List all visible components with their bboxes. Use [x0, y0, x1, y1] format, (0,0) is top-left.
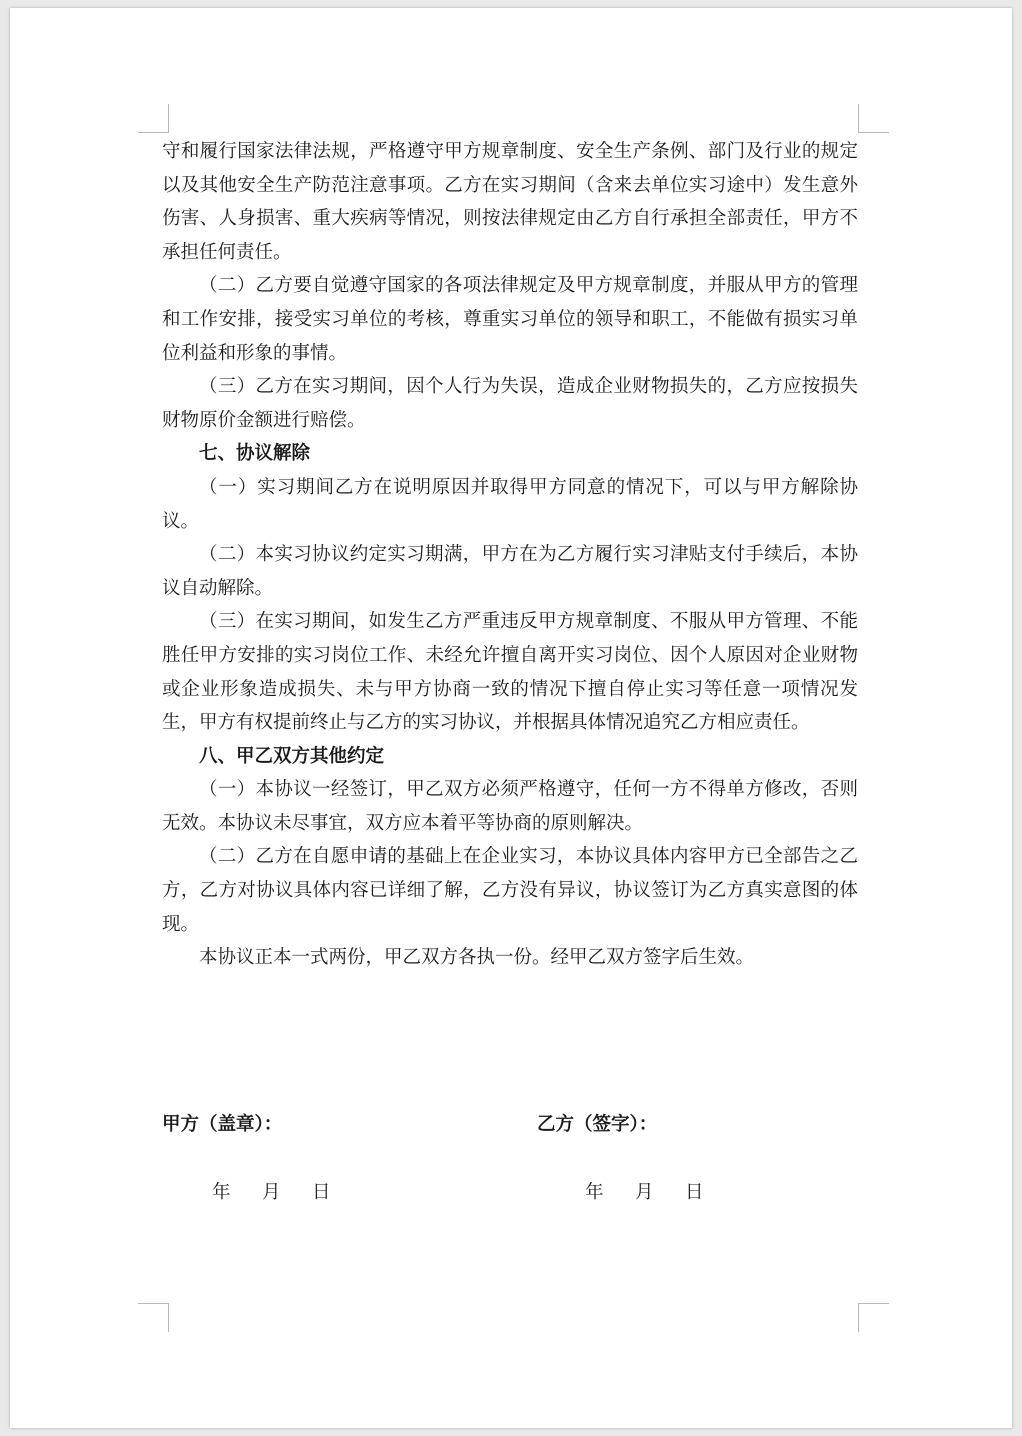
date-month-label: 月: [635, 1182, 654, 1203]
party-b-signature-label: 乙方（签字）：: [537, 1114, 658, 1135]
margin-corner-mark: [138, 1303, 169, 1332]
date-year-label: 年: [212, 1182, 231, 1203]
margin-corner-mark: [138, 104, 169, 133]
paragraph: （三）在实习期间，如发生乙方严重违反甲方规章制度、不服从甲方管理、不能胜任甲方安排的实习岗位工作、未经允许擅自离开实习岗位、因个人原因对企业财物或企业形象造成损失、未与甲方协商一致的情况下擅自停止实习等任意一项情况发生，甲方有权提前终止与乙方的实习协议，并根据具体情况追究乙方相应责任。: [162, 611, 858, 734]
paragraph: （二）乙方要自觉遵守国家的各项法律规定及甲方规章制度，并服从甲方的管理和工作安排，接受实习单位的考核，尊重实习单位的领导和职工，不能做有损实习单位利益和形象的事情。: [162, 275, 858, 364]
margin-corner-mark: [858, 104, 889, 133]
party-a-date: [212, 1178, 362, 1204]
document-body: [162, 135, 858, 975]
party-a-seal-label: 甲方（盖章）：: [162, 1114, 283, 1135]
paragraph: （二）本实习协议约定实习期满，甲方在为乙方履行实习津贴支付手续后，本协议自动解除。: [162, 544, 858, 599]
party-b-date: [585, 1178, 735, 1204]
paragraph: （三）乙方在实习期间，因个人行为失误，造成企业财物损失的，乙方应按损失财物原价金额进行赔偿。: [162, 376, 858, 431]
paragraph: （一）实习期间乙方在说明原因并取得甲方同意的情况下，可以与甲方解除协议。: [162, 476, 858, 532]
paragraph: 守和履行国家法律法规，严格遵守甲方规章制度、安全生产条例、部门及行业的规定以及其他安全生产防范注意事项。乙方在实习期间（含来去单位实习途中）发生意外伤害、人身损害、重大疾病等情况，则按法律规定由乙方自行承担全部责任，甲方不承担任何责任。: [162, 141, 858, 263]
paragraph: 本协议正本一式两份，甲乙双方各执一份。经甲乙双方签字后生效。: [199, 947, 755, 969]
paragraph: （二）乙方在自愿申请的基础上在企业实习，本协议具体内容甲方已全部告之乙方，乙方对协议具体内容已详细了解，乙方没有异议，协议签订为乙方真实意图的体现。: [162, 846, 858, 935]
document-page: [10, 8, 1012, 1428]
date-month-label: 月: [262, 1182, 281, 1203]
date-day-label: 日: [312, 1182, 331, 1203]
date-day-label: 日: [685, 1182, 704, 1203]
section-heading: 八、甲乙双方其他约定: [199, 745, 385, 767]
paragraph: （一）本协议一经签订，甲乙双方必须严格遵守，任何一方不得单方修改，否则无效。本协议未尽事宜，双方应本着平等协商的原则解决。: [162, 779, 858, 834]
section-heading: 七、协议解除: [199, 443, 311, 465]
margin-corner-mark: [858, 1303, 889, 1332]
date-year-label: 年: [585, 1182, 604, 1203]
